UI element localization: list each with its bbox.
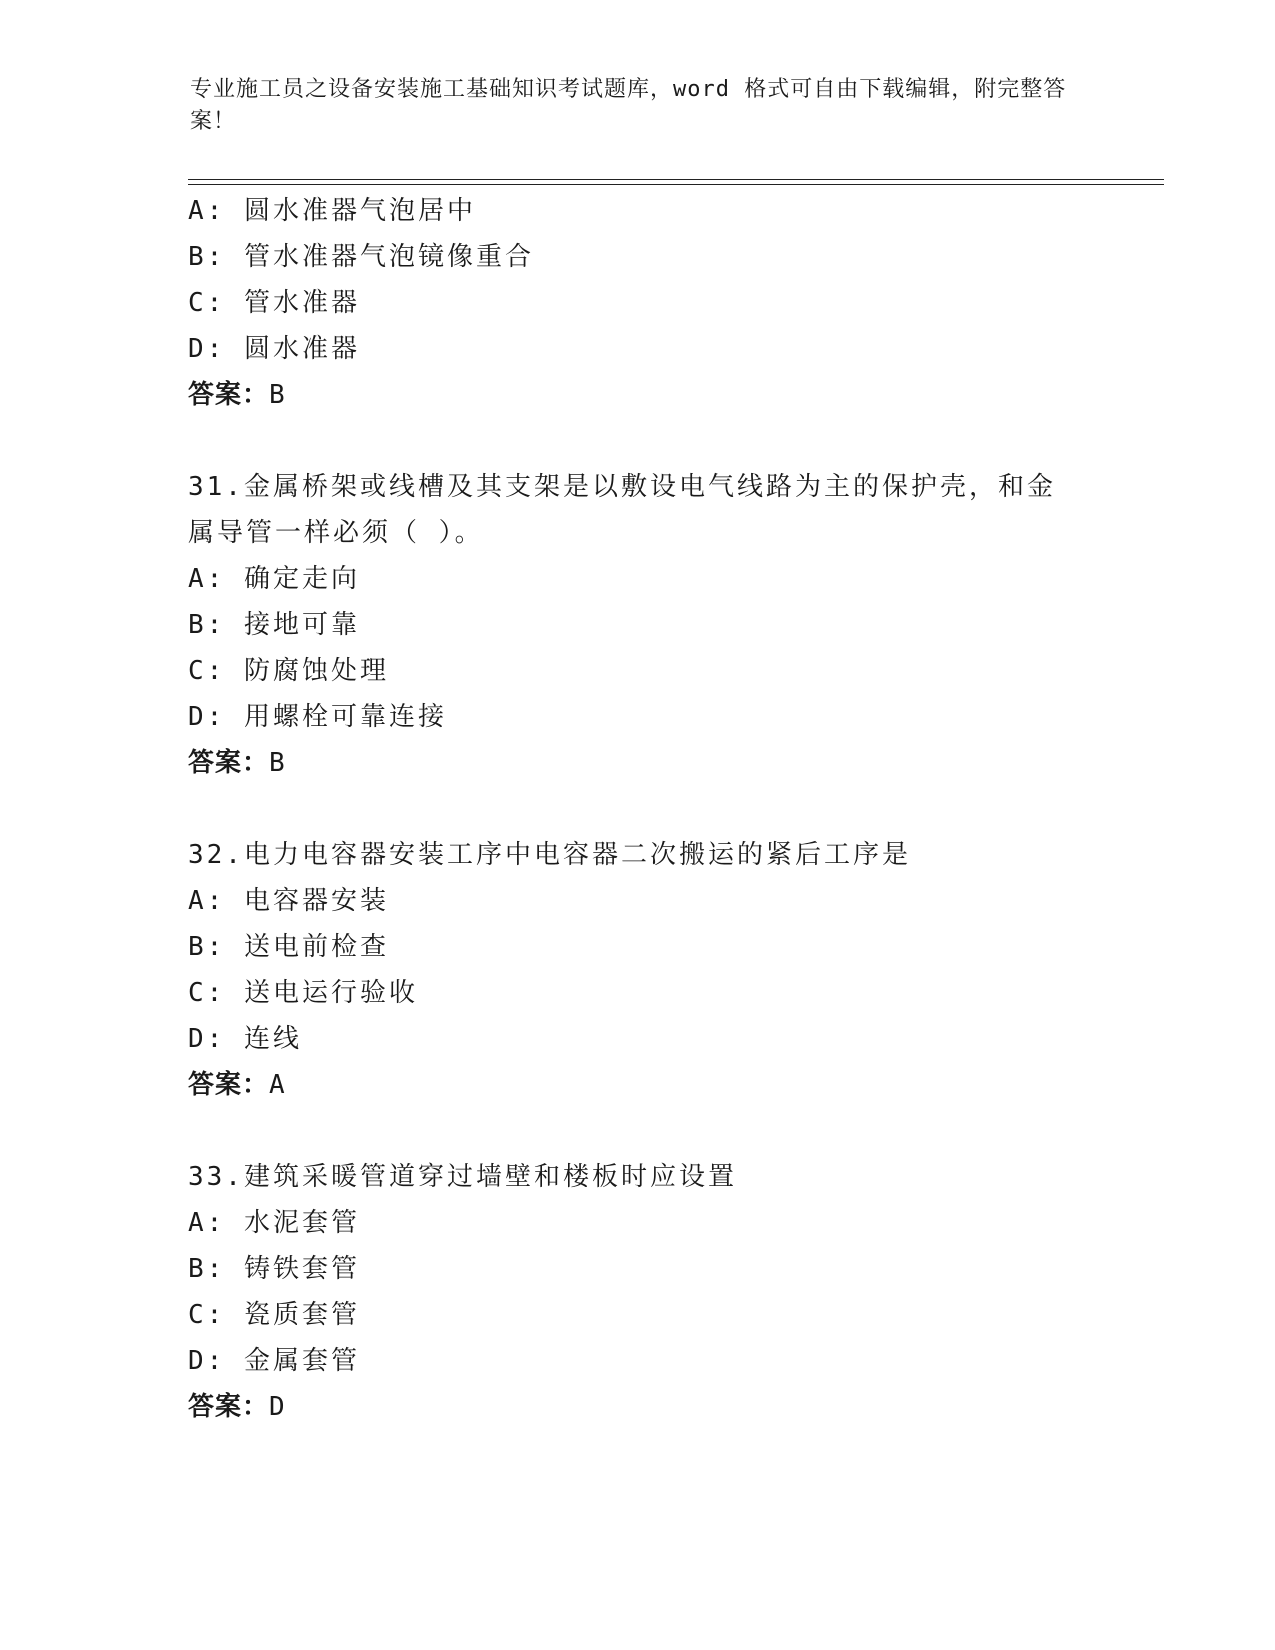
question-list: [188, 188, 1088, 1430]
answer-line: [188, 1062, 1088, 1108]
option-a: A: 确定走向: [188, 564, 360, 594]
answer-line: [188, 372, 1088, 418]
answer-value: D: [269, 1392, 286, 1422]
option-d: D: 圆水准器: [188, 334, 360, 364]
answer-value: A: [269, 1070, 286, 1100]
option-d: D: 用螺栓可靠连接: [188, 702, 447, 732]
option-b: B: 管水准器气泡镜像重合: [188, 242, 534, 272]
spacer: [188, 786, 1088, 832]
header-divider-bottom: [188, 184, 1164, 185]
question-stem: 33.建筑采暖管道穿过墙壁和楼板时应设置: [188, 1162, 737, 1192]
option-b: B: 接地可靠: [188, 610, 360, 640]
option-d: D: 连线: [188, 1024, 302, 1054]
question-32: [188, 832, 1088, 1108]
question-30: [188, 188, 1088, 418]
spacer: [188, 1108, 1088, 1154]
option-c: C: 送电运行验收: [188, 978, 418, 1008]
answer-label: 答案：: [188, 748, 270, 778]
question-stem: 32.电力电容器安装工序中电容器二次搬运的紧后工序是: [188, 840, 911, 870]
option-c: C: 防腐蚀处理: [188, 656, 389, 686]
option-a: A: 圆水准器气泡居中: [188, 196, 476, 226]
question-31: [188, 464, 1088, 786]
answer-value: B: [269, 748, 286, 778]
answer-label: 答案：: [188, 1070, 270, 1100]
answer-value: B: [269, 380, 286, 410]
option-c: C: 瓷质套管: [188, 1300, 360, 1330]
header-divider-top: [188, 179, 1164, 180]
answer-label: 答案：: [188, 380, 270, 410]
answer-label: 答案：: [188, 1392, 270, 1422]
option-b: B: 铸铁套管: [188, 1254, 360, 1284]
question-stem: 31.金属桥架或线槽及其支架是以敷设电气线路为主的保护壳，和金属导管一样必须（ ）。: [188, 472, 1056, 548]
option-a: A: 水泥套管: [188, 1208, 360, 1238]
spacer: [188, 418, 1088, 464]
document-header: 专业施工员之设备安装施工基础知识考试题库，word 格式可自由下载编辑，附完整答案！: [190, 77, 1067, 134]
option-d: D: 金属套管: [188, 1346, 360, 1376]
option-c: C: 管水准器: [188, 288, 360, 318]
question-33: [188, 1154, 1088, 1430]
answer-line: [188, 740, 1088, 786]
option-b: B: 送电前检查: [188, 932, 389, 962]
option-a: A: 电容器安装: [188, 886, 389, 916]
answer-line: [188, 1384, 1088, 1430]
